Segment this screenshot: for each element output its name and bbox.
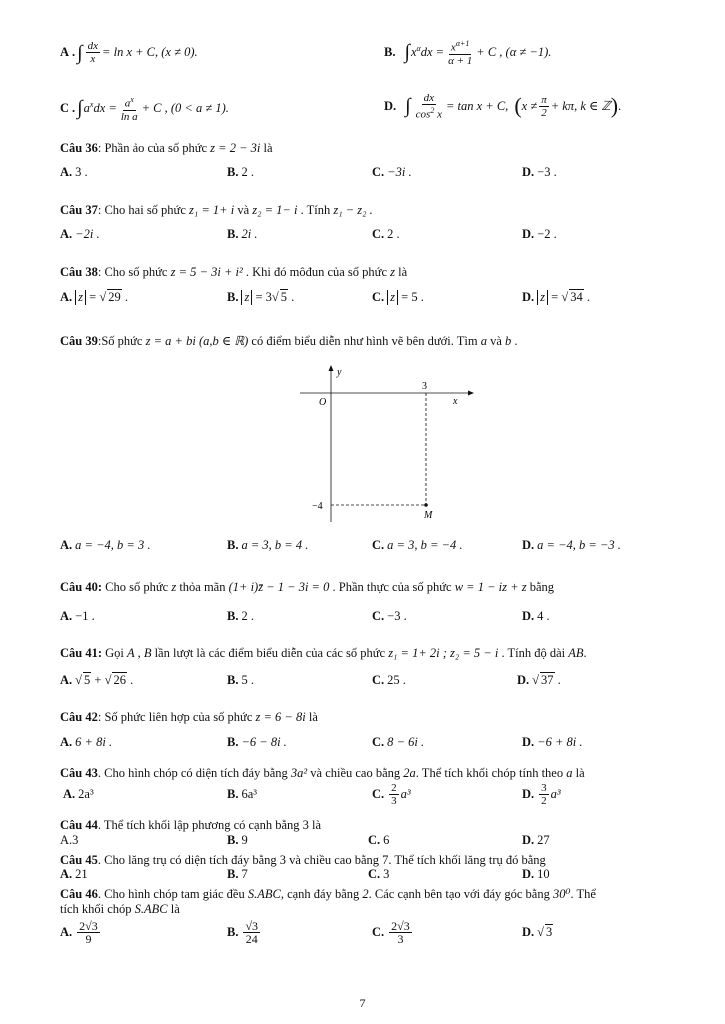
option: A. −2i . [60,226,100,241]
option: C. z = 5 . [372,289,424,304]
option: A. a = −4, b = 3 . [60,537,151,552]
q35-option-d: D. ∫ $\frac{dx}{\cos^2 x}$ = tan x + C, ( x ≠ $\frac{\pi}{2}$ + kπ, k ∈ ℤ ) . [384,92,622,121]
option-text: + C , (α ≠ −1). [476,44,552,59]
y-axis-arrow [329,365,334,371]
option: D. −3 . [522,164,557,179]
option: A. z = √ 29 . [60,289,128,304]
option: A. 3 [60,832,79,847]
question-38: Câu 38: Cho số phức z = 5 − 3i + i² . Khi đó môđun của số phức z là [60,265,408,279]
option: C. 8 − 6i . [372,734,425,749]
option: D. $\frac{3}{2}$ a³ [522,781,561,807]
option: C. $\frac{2}{3}$ a³ [372,781,411,807]
q35-option-c: C . ∫ $a^xdx$ = $\frac{a^x}{\text{ln a}}$ + C , (0 < a ≠ 1). [60,95,229,123]
option: B. 2 . [227,608,254,623]
option: C. −3 . [372,608,407,623]
integral-sign: ∫ [77,41,83,64]
option: D. −6 + 8i . [522,734,583,749]
option: A. 6 + 8i . [60,734,113,749]
option: C. 2 . [372,226,400,241]
y-axis-label: y [337,367,342,378]
complex-plane-figure [290,362,480,527]
option: B. 5 . [227,672,254,687]
question-42: Câu 42: Số phức liên hợp của số phức z = 6 − 8i là [60,710,318,724]
tick-label-3: 3 [422,381,427,392]
fraction: $\frac{dx}{\cos^2 x}$ [415,92,442,121]
option: D. 27 [522,832,550,847]
option: D. 4 . [522,608,550,623]
option-text: = ln x + C, (x ≠ 0). [102,45,198,59]
option: A. −1 . [60,608,95,623]
option: C. $\frac{2√3}{3}$ [372,918,410,946]
origin-label: O [319,397,327,408]
option: D. √ 37 . [517,672,561,687]
option: B. $\frac{√3}{24}$ [227,918,259,946]
option: A. 2a³ [63,786,94,801]
tick-label-minus4: −4 [312,501,323,512]
option: B. 7 [227,866,248,881]
option: C. −3i . [372,164,412,179]
option: D. √ 3 [522,924,553,939]
option: A. $\frac{2√3}{9}$ [60,918,98,946]
point-m-label: M [424,510,433,521]
option-label: A [60,45,70,59]
question-44: Câu 44. Thể tích khối lập phương có cạnh bằng 3 là [60,818,322,832]
option: C. 3 [368,866,390,881]
option: D. 10 [522,866,550,881]
option: D. −2 . [522,226,557,241]
option-label: C [60,100,70,115]
fraction: $\frac{a^x}{\text{ln a}}$ [120,95,138,123]
question-46: Câu 46. Cho hình chóp tam giác đều S.ABC, cạnh đáy bằng 2. Các cạnh bên tạo với đáy góc bằng 30⁰. Thể tích khối chóp S.ABC là [60,887,596,916]
option: B. −6 − 8i . [227,734,287,749]
option: C. 6 [368,832,390,847]
option: B. a = 3, b = 4 . [227,537,309,552]
point-m [424,503,428,507]
fraction: $\frac{dx}{x}$ [87,40,99,65]
option: C. 25 . [372,672,406,687]
fraction: $\frac{\pi}{2}$ [541,93,547,119]
x-axis-label: x [453,396,458,407]
option: A. √ 5 + √ 26 . [60,672,134,687]
question-45: Câu 45. Cho lăng trụ có diện tích đáy bằng 3 và chiều cao bằng 7. Thể tích khối lăng trụ đó bằng [60,853,546,867]
q35-option-b: B. ∫ $x^\alpha dx$ = $\frac{x^{\alpha+1}}{\alpha + 1}$ + C , (α ≠ −1). [384,39,552,67]
question-39: Câu 39:Số phức z = a + bi (a,b ∈ ℝ) có điểm biểu diễn như hình vẽ bên dưới. Tìm a và b . [60,334,518,348]
question-36: Câu 36: Phần ảo của số phức z = 2 − 3i là [60,141,273,155]
option: A. 3 . [60,164,88,179]
option-text: = tan x + C, [445,98,509,113]
fraction: $\frac{x^{\alpha+1}}{\alpha + 1}$ [448,39,473,67]
integral-sign: ∫ [405,95,411,118]
integral-sign: ∫ [77,97,83,120]
option-label: D. [384,98,397,113]
question-37: Câu 37: Cho hai số phức z₁ = 1+ i và z₂ = 1− i . Tính z₁ − z₂ . [60,203,373,217]
option: D. z = √ 34 . [522,289,590,304]
page-number: 7 [359,996,366,1010]
option: D. a = −4, b = −3 . [522,537,621,552]
option: C. a = 3, b = −4 . [372,537,463,552]
question-43: Câu 43. Cho hình chóp có diện tích đáy bằng 3a² và chiều cao bằng 2a. Thể tích khối chóp tính theo a là [60,766,585,780]
option: A. 21 [60,866,88,881]
question-41: Câu 41: Gọi A , B lần lượt là các điểm biểu diễn của các số phức z₁ = 1+ 2i ; z₂ = 5 − i . Tính độ dài AB. [60,646,587,660]
option-label: B. [384,44,396,59]
option-text: + C , (0 < a ≠ 1). [141,100,229,115]
option: B. z = 3 √ 5 . [227,289,295,304]
option: B. 2i . [227,226,258,241]
option: B. 6a³ [227,786,258,801]
x-axis-arrow [468,391,474,396]
option: B. 9 [227,832,248,847]
option: B. 2 . [227,164,254,179]
integral-sign: ∫ [404,41,410,64]
question-40: Câu 40: Cho số phức z thỏa mãn (1+ i)z̄ − 1 − 3i = 0 . Phần thực của số phức w = 1 − iz + z bằng [60,580,555,594]
q35-option-a: A . ∫ $\frac{dx}{x}$ = ln x + C, (x ≠ 0). [60,40,198,65]
